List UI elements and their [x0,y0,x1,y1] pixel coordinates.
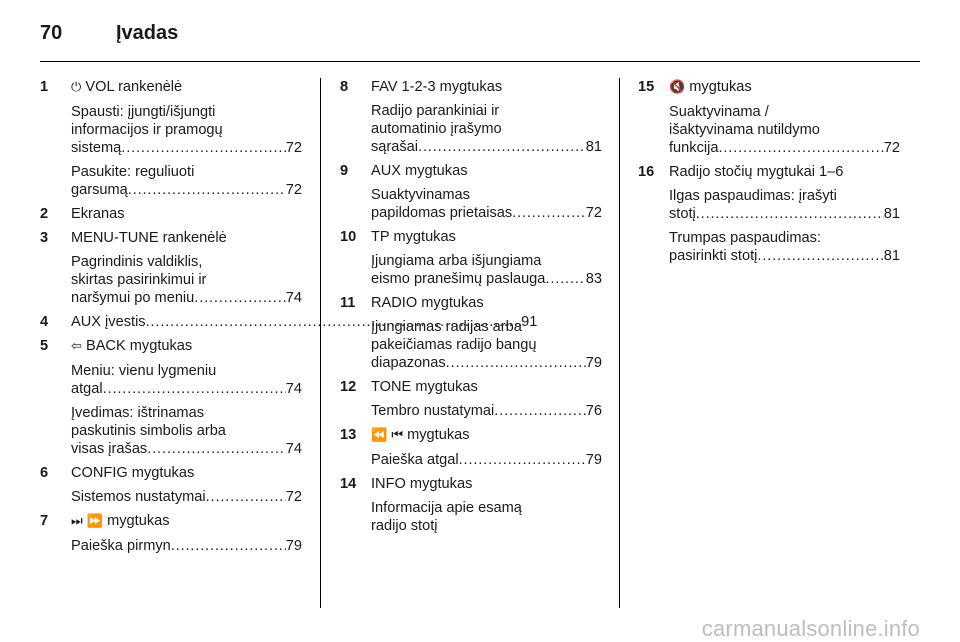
entry-body [71,253,302,307]
dot-leader [206,488,286,506]
page-ref: 79 [585,355,602,371]
page-ref: 91 [521,314,538,330]
control-symbol-icon: 🔇 [669,80,686,95]
entry-body [371,252,602,288]
column-3 [638,78,900,271]
item-number: 10 [340,229,357,245]
text-line: visas įrašas [71,441,148,457]
page-ref-line [371,270,602,288]
text-line: Trumpas paspaudimas: [669,230,821,246]
item-number: 8 [340,79,349,95]
entry-paragraph [669,103,900,157]
legend-entry [40,337,302,458]
legend-entry [340,78,602,156]
entry-body [371,102,602,156]
page-ref: 81 [883,248,900,264]
entry-label [71,464,302,482]
entry-label [71,229,302,247]
page-ref: 74 [285,441,302,457]
column-2 [340,78,602,541]
entry-body [71,103,302,199]
text-line: automatinio įrašymo [371,121,502,137]
label-text: AUX mygtukas [371,163,468,179]
text-line: Paieška pirmyn [71,538,171,554]
column-separator [320,78,321,608]
entry-paragraph [371,499,602,535]
dot-leader [121,139,285,157]
legend-entry [638,163,900,265]
entry-heading [40,512,302,531]
item-number: 7 [40,513,49,529]
page-ref-line [71,440,302,458]
dot-leader [103,380,286,398]
text-line: informacijos ir pramogų [71,122,223,138]
label-text: TONE mygtukas [371,379,478,395]
page-ref-line [71,380,302,398]
entry-body [371,402,602,420]
entry-heading [638,163,900,181]
entry-body [71,362,302,458]
entry-paragraph [371,186,602,222]
text-line: papildomas prietaisas [371,205,513,221]
page-ref: 74 [285,290,302,306]
item-number: 11 [340,295,356,311]
control-symbol-icon: ⏻ [71,80,82,95]
text-line: pakeičiamas radijo bangų [371,337,537,353]
entry-heading [40,464,302,482]
entry-label [71,512,302,531]
label-text: Radijo stočių mygtukai 1–6 [669,164,844,180]
item-number: 16 [638,164,655,180]
item-number: 5 [40,338,49,354]
legend-entry [340,426,602,469]
dot-leader [418,138,586,156]
legend-entry [40,78,302,199]
entry-heading [340,426,602,445]
dot-leader [718,139,883,157]
label-text: mygtukas [689,79,752,95]
legend-entry [40,512,302,555]
item-number: 6 [40,465,49,481]
page-ref-line [669,139,900,157]
dot-leader [757,247,883,265]
text-line: sąrašai [371,139,419,155]
legend-entry [638,78,900,157]
page-ref: 72 [285,182,302,198]
legend-entry [340,162,602,222]
entry-paragraph [71,163,302,199]
entry-heading [638,78,900,97]
legend-entry [40,229,302,307]
entry-body [371,318,602,372]
page-ref-line [371,138,602,156]
entry-heading [40,78,302,97]
entry-body [371,451,602,469]
entry-paragraph [71,362,302,398]
label-text: CONFIG mygtukas [71,465,195,481]
legend-entry [40,205,302,223]
dot-leader [696,205,884,223]
page-ref: 79 [585,452,602,468]
legend-entry [340,378,602,420]
label-text: Ekranas [71,206,125,222]
item-number: 4 [40,314,49,330]
page-ref-line [371,354,602,372]
watermark: carmanualsonline.info [701,616,920,641]
text-line: Radijo parankiniai ir [371,103,500,119]
label-text: FAV 1-2-3 mygtukas [371,79,503,95]
text-line: Suaktyvinama / [669,104,769,120]
entry-paragraph [71,103,302,157]
text-line: Meniu: vienu lygmeniu [71,363,217,379]
entry-label [371,426,602,445]
entry-heading [340,294,602,312]
entry-paragraph [669,229,900,265]
dot-leader [459,451,586,469]
control-symbol-icon: ⇦ [71,339,82,354]
text-line: atgal [71,381,103,397]
page-ref-line [669,205,900,223]
dot-leader [194,289,285,307]
entry-paragraph [669,187,900,223]
legend-entry [340,228,602,288]
entry-paragraph [371,451,602,469]
entry-heading [340,378,602,396]
text-line: išaktyvinama nutildymo [669,122,820,138]
text-line: skirtas pasirinkimui ir [71,272,207,288]
label-text: RADIO mygtukas [371,295,484,311]
entry-heading [40,337,302,356]
page-ref: 72 [883,140,900,156]
entry-paragraph [71,253,302,307]
entry-paragraph [71,404,302,458]
label-text: AUX įvestis [71,314,146,330]
page-ref-line [669,247,900,265]
label-text: INFO mygtukas [371,476,473,492]
entry-body [71,537,302,555]
header-rule [40,61,920,62]
label-text: mygtukas [407,427,470,443]
page-ref: 81 [585,139,602,155]
page-number: 70 [40,22,63,44]
item-number: 14 [340,476,357,492]
entry-paragraph [371,102,602,156]
text-line: pasirinkti stotį [669,248,758,264]
label-text: BACK mygtukas [85,338,193,354]
page-ref: 74 [285,381,302,397]
text-line: Informacija apie esamą [371,500,522,516]
entry-heading [40,205,302,223]
text-line: stotį [669,206,696,222]
page-ref: 72 [285,489,302,505]
label-text: TP mygtukas [371,229,456,245]
entry-label [71,205,302,223]
entry-paragraph [71,488,302,506]
control-symbol-icon: ⏪ ⏮ [371,428,404,443]
text-line: Įjungiamas radijas arba [371,319,522,335]
page-ref-line [71,139,302,157]
item-number: 9 [340,163,349,179]
text-line: radijo stotį [371,518,438,534]
page-ref-line [71,181,302,199]
page-ref-line [371,204,602,222]
text-line: garsumą [71,182,128,198]
text-line: Ilgas paspaudimas: įrašyti [669,188,837,204]
page-ref-line [71,537,302,555]
label-text: mygtukas [107,513,170,529]
entry-paragraph [71,537,302,555]
entry-body [71,488,302,506]
text-line: sistemą [71,140,122,156]
page-title: Įvadas [116,22,179,44]
text-line: paskutinis simbolis arba [71,423,226,439]
legend-entry [340,294,602,372]
entry-label [371,475,602,493]
page-ref: 76 [585,403,602,419]
item-number: 3 [40,230,49,246]
item-number: 12 [340,379,357,395]
entry-label [669,163,900,181]
label-text: VOL rankenėlė [85,79,183,95]
entry-body [371,186,602,222]
item-number: 1 [40,79,49,95]
entry-label [371,378,602,396]
page-ref: 81 [883,206,900,222]
entry-body [669,103,900,157]
control-symbol-icon: ⏭ ⏩ [71,514,104,529]
text-line: Įjungiama arba išjungiama [371,253,542,269]
dot-leader [494,402,585,420]
dot-leader [147,440,286,458]
item-number: 13 [340,427,357,443]
text-line: Pagrindinis valdiklis, [71,254,203,270]
entry-heading [340,162,602,180]
page-ref-line [71,289,302,307]
page-ref: 72 [585,205,602,221]
entry-paragraph [371,318,602,372]
text-line: diapazonas [371,355,446,371]
text-line: funkcija [669,140,719,156]
entry-body [669,187,900,265]
page-ref: 83 [585,271,602,287]
entry-label [371,228,602,246]
dot-leader [128,181,286,199]
entry-label [669,78,900,97]
text-line: Suaktyvinamas [371,187,470,203]
text-line: Sistemos nustatymai [71,489,206,505]
legend-entry [40,464,302,506]
item-number: 2 [40,206,49,222]
entry-label [371,162,602,180]
text-line: Pasukite: reguliuoti [71,164,195,180]
entry-heading [340,475,602,493]
entry-heading [340,228,602,246]
page-ref-line [371,451,602,469]
entry-label [371,78,602,96]
dot-leader [171,537,286,555]
item-number: 15 [638,79,655,95]
page-ref-line [71,488,302,506]
text-line: naršymui po meniu [71,290,195,306]
text-line: eismo pranešimų paslauga [371,271,546,287]
text-line: Paieška atgal [371,452,459,468]
entry-paragraph [371,402,602,420]
entry-paragraph [371,252,602,288]
page-ref: 72 [285,140,302,156]
text-line: Spausti: įjungti/išjungti [71,104,216,120]
text-line: Įvedimas: ištrinamas [71,405,205,421]
label-text: MENU-TUNE rankenėlė [71,230,227,246]
page-header [0,0,960,62]
entry-label [371,294,602,312]
entry-heading [340,78,602,96]
entry-body [371,499,602,535]
text-line: Tembro nustatymai [371,403,495,419]
dot-leader [446,354,586,372]
entry-heading [40,229,302,247]
page-ref-line [371,402,602,420]
legend-entry [340,475,602,535]
entry-label [71,78,302,97]
page-ref: 79 [285,538,302,554]
dot-leader [512,204,586,222]
entry-label [71,337,302,356]
dot-leader [545,270,585,288]
column-separator [619,78,620,608]
